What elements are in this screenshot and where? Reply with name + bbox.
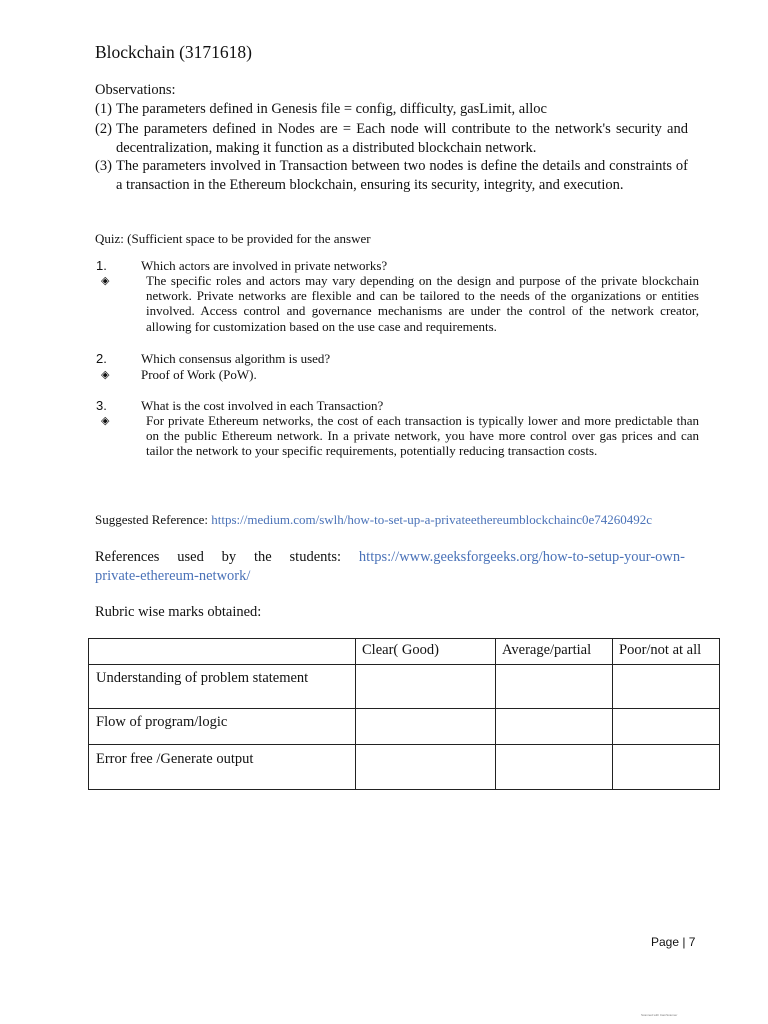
observation-number: (3): [95, 158, 112, 174]
observation-text: The parameters involved in Transaction between two nodes is define the details and constraints of a transaction in the Ethereum blockchain, ensuring its security, integrity, and execution.: [116, 158, 688, 193]
answer-text: The specific roles and actors may vary depending on the design and purpose of the private blockchain network. Private networks are flexible and can be tailored to the needs of the organizations or entities involved. Access control and governance mechanisms are under the control of the network creator, allowing for customization based on the use case and requirements.: [146, 273, 699, 334]
rubric-heading: Rubric wise marks obtained:: [95, 604, 262, 620]
marks-cell: [496, 745, 613, 790]
table-row: [89, 665, 720, 709]
table-row: [89, 745, 720, 790]
table-row: [89, 709, 720, 745]
marks-cell: [496, 709, 613, 745]
marks-cell: [613, 745, 720, 790]
suggested-reference-label: Suggested Reference:: [95, 512, 208, 527]
student-references-label-word: used: [177, 549, 204, 565]
diamond-bullet-icon: ◈: [101, 368, 110, 381]
quiz-heading: Quiz: (Sufficient space to be provided for the answer: [95, 231, 371, 246]
observations-heading: Observations:: [95, 82, 176, 98]
question-number: 2.: [96, 351, 107, 366]
observation-item: [95, 100, 688, 119]
suggested-reference: [95, 512, 652, 528]
question-text: What is the cost involved in each Transaction?: [141, 398, 384, 413]
student-references-label-word: students:: [289, 549, 342, 565]
observation-number: (2): [95, 121, 112, 137]
table-header-cell: Clear( Good): [356, 639, 496, 665]
marks-cell: [496, 665, 613, 709]
marks-cell: [613, 665, 720, 709]
rubric-table: [88, 638, 720, 790]
table-header-cell: [89, 639, 356, 665]
scanner-watermark: Scanned with CamScanner: [641, 1013, 678, 1017]
marks-cell: [356, 745, 496, 790]
rubric-criterion: Error free /Generate output: [89, 745, 356, 790]
suggested-reference-link[interactable]: https://medium.com/swlh/how-to-set-up-a-privateethereumblockchainc0e74260492c: [211, 512, 653, 527]
table-header-cell: Average/partial: [496, 639, 613, 665]
document-title: Blockchain (3171618): [95, 42, 252, 62]
student-references-label-word: the: [253, 549, 272, 565]
observation-text: The parameters defined in Nodes are = Each node will contribute to the network's security and decentralization, making it function as a distributed blockchain network.: [116, 121, 688, 156]
student-reference-link-continued[interactable]: private-ethereum-network/: [95, 568, 251, 584]
question-number: 3.: [96, 398, 107, 413]
table-header-cell: Poor/not at all: [613, 639, 720, 665]
question-text: Which consensus algorithm is used?: [141, 351, 331, 366]
student-references-label-word: by: [221, 549, 237, 565]
answer-text: For private Ethereum networks, the cost of each transaction is typically lower and more predictable than on the public Ethereum network. In a private network, you have more control over gas prices and can tailor the network to your specific requirements, potentially reducing transaction costs.: [146, 413, 699, 459]
question-text: Which actors are involved in private networks?: [141, 258, 388, 273]
answer-text: Proof of Work (PoW).: [141, 367, 257, 382]
student-references-label-word: References: [95, 549, 160, 565]
question-number: 1.: [96, 258, 107, 273]
observation-item: [95, 120, 688, 157]
table-header-row: [89, 639, 720, 665]
observation-item: [95, 157, 688, 194]
diamond-bullet-icon: ◈: [101, 274, 110, 287]
rubric-criterion: Flow of program/logic: [89, 709, 356, 745]
observation-number: (1): [95, 101, 112, 117]
student-reference-link[interactable]: https://www.geeksforgeeks.org/how-to-setup-your-own-: [358, 549, 685, 565]
marks-cell: [613, 709, 720, 745]
page-number: Page | 7: [651, 935, 696, 949]
rubric-criterion: Understanding of problem statement: [89, 665, 356, 709]
observation-text: The parameters defined in Genesis file = config, difficulty, gasLimit, alloc: [116, 101, 547, 117]
diamond-bullet-icon: ◈: [101, 414, 110, 427]
student-references: [95, 548, 685, 586]
marks-cell: [356, 709, 496, 745]
marks-cell: [356, 665, 496, 709]
